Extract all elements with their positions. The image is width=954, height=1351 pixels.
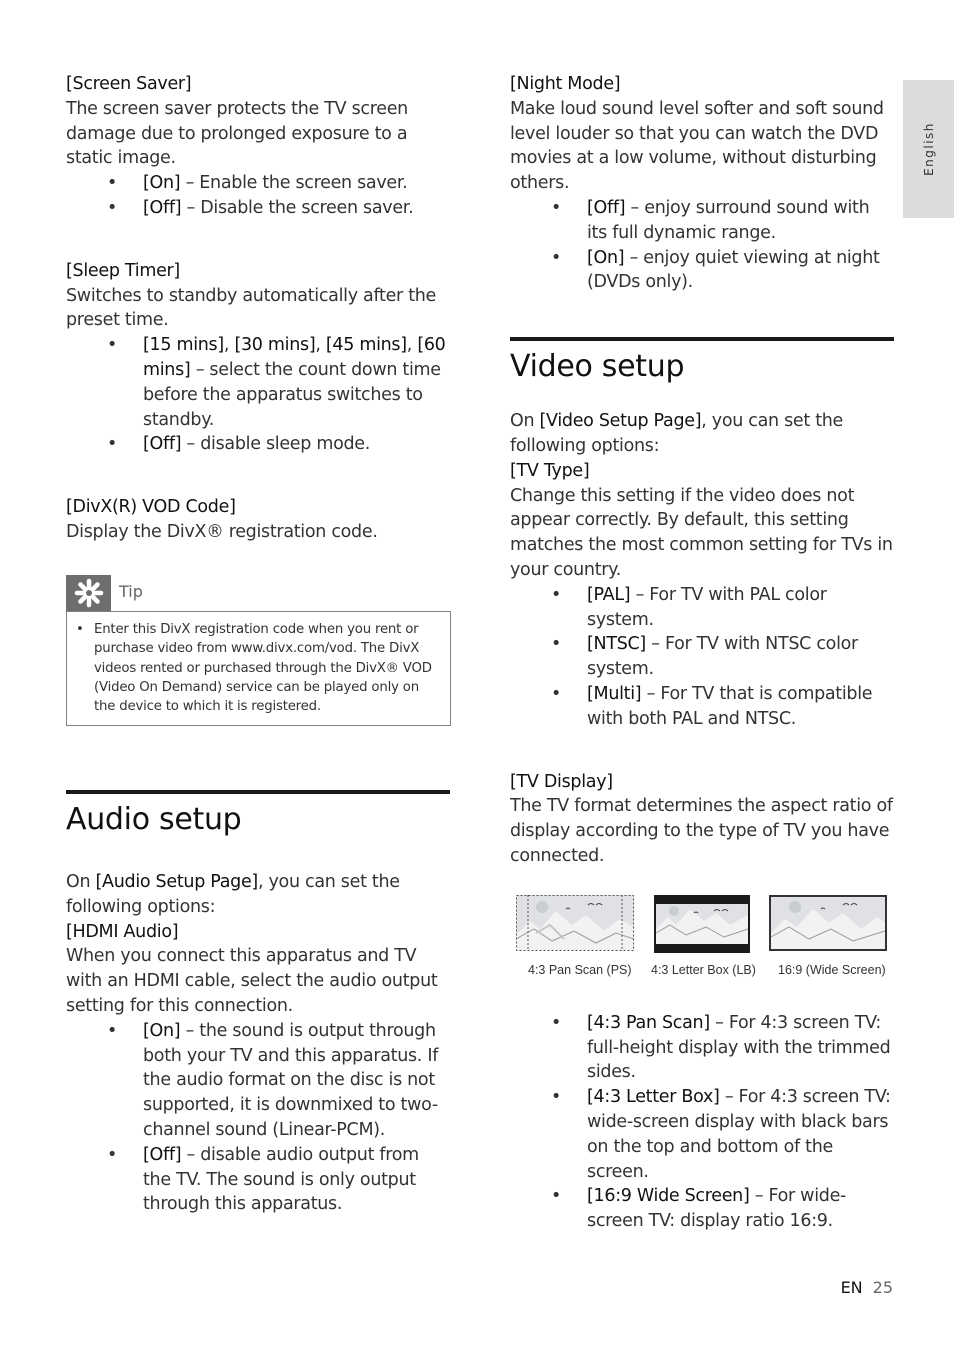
night-mode-heading: [Night Mode] bbox=[510, 74, 621, 94]
list-item bbox=[66, 1019, 450, 1143]
audio-setup-section bbox=[66, 790, 450, 1217]
night-mode-options bbox=[510, 196, 894, 295]
list-item bbox=[510, 1085, 894, 1184]
intro-post: , you can set the following options: bbox=[66, 872, 400, 917]
option-label: [15 mins] bbox=[143, 335, 224, 356]
option-text: – enjoy surround sound with its full dynamic range. bbox=[587, 197, 870, 243]
screen-saver-heading: [Screen Saver] bbox=[66, 74, 192, 94]
divx-section bbox=[66, 495, 450, 545]
option-label: [Off] bbox=[587, 197, 626, 218]
tv-display-figures bbox=[510, 895, 894, 987]
tip-content bbox=[66, 611, 451, 726]
sleep-timer-heading: [Sleep Timer] bbox=[66, 260, 180, 281]
list-item bbox=[510, 1011, 894, 1085]
separator: , bbox=[406, 335, 418, 356]
audio-setup-title: Audio setup bbox=[66, 802, 242, 837]
pan-scan-caption: 4:3 Pan Scan (PS) bbox=[528, 962, 632, 977]
night-mode-desc: Make loud sound level softer and soft sound level louder so that you can watch the DVD movies at a low volume, without disturbing others. bbox=[510, 98, 884, 194]
list-item bbox=[66, 1143, 450, 1217]
list-item bbox=[66, 196, 450, 221]
section-rule bbox=[510, 337, 894, 341]
tv-display-heading: [TV Display] bbox=[510, 771, 613, 792]
screen-saver-options bbox=[66, 171, 450, 221]
hdmi-audio-options bbox=[66, 1019, 450, 1217]
option-label: [Off] bbox=[143, 1144, 182, 1165]
page-number: 25 bbox=[872, 1278, 893, 1297]
sleep-timer-options bbox=[66, 333, 450, 457]
option-label: [On] bbox=[143, 173, 181, 194]
pan-scan-figure bbox=[516, 895, 634, 951]
option-text: – enjoy quiet viewing at night (DVDs only). bbox=[587, 247, 880, 293]
list-item bbox=[510, 583, 894, 633]
left-column bbox=[66, 72, 450, 545]
intro-pre: On bbox=[510, 411, 540, 432]
option-text: – For 4:3 screen TV: wide-screen display with black bars on the top and bottom of the screen. bbox=[587, 1087, 891, 1182]
screen-saver-desc: The screen saver protects the TV screen damage due to prolonged exposure to a static image. bbox=[66, 98, 408, 169]
list-item bbox=[510, 682, 894, 732]
option-label: [Off] bbox=[143, 434, 182, 455]
option-text: – For TV with NTSC color system. bbox=[587, 634, 858, 680]
asterisk-icon bbox=[66, 575, 111, 611]
screen-saver-section bbox=[66, 72, 450, 221]
tv-type-heading: [TV Type] bbox=[510, 460, 590, 481]
video-setup-section bbox=[510, 337, 894, 1234]
separator: , bbox=[223, 335, 235, 356]
page-footer bbox=[841, 1278, 893, 1297]
divx-desc: Display the DivX® registration code. bbox=[66, 521, 378, 542]
hdmi-audio-desc: When you connect this apparatus and TV with an HDMI cable, select the audio output setting for this connection. bbox=[66, 946, 438, 1016]
letter-box-caption: 4:3 Letter Box (LB) bbox=[651, 962, 756, 977]
letter-box-image bbox=[654, 895, 750, 953]
tv-type-desc: Change this setting if the video does not appear correctly. By default, this setting matches the most common setting for TVs in your country. bbox=[510, 485, 893, 580]
option-text: – Enable the screen saver. bbox=[180, 173, 408, 194]
option-text: – For wide-screen TV: display ratio 16:9. bbox=[587, 1186, 847, 1232]
tip-header bbox=[66, 575, 451, 611]
list-item bbox=[510, 632, 894, 682]
option-label: [45 mins] bbox=[325, 335, 407, 356]
option-label: [NTSC] bbox=[587, 634, 646, 655]
option-text: – select the count down time before the apparatus switches to standby. bbox=[143, 359, 441, 430]
video-setup-title: Video setup bbox=[510, 349, 685, 385]
list-item bbox=[66, 171, 450, 196]
intro-option: [Audio Setup Page] bbox=[95, 872, 258, 892]
wide-screen-caption: 16:9 (Wide Screen) bbox=[778, 962, 886, 977]
option-label: [On] bbox=[143, 1020, 181, 1041]
letter-box-figure bbox=[654, 895, 750, 953]
tv-type-options bbox=[510, 583, 894, 732]
wide-screen-image bbox=[769, 895, 887, 951]
footer-lang: EN bbox=[840, 1278, 863, 1297]
option-text: – disable audio output from the TV. The sound is only output through this apparatus. bbox=[143, 1144, 419, 1215]
intro-post: , you can set the following options: bbox=[510, 411, 844, 456]
right-column bbox=[510, 72, 894, 1234]
wide-screen-figure bbox=[769, 895, 887, 951]
option-text: – For TV that is compatible with both PAL and NTSC. bbox=[587, 683, 873, 729]
video-setup-intro bbox=[510, 409, 894, 459]
option-label: [60 mins] bbox=[143, 335, 446, 380]
pan-scan-image bbox=[516, 895, 634, 951]
option-text: – disable sleep mode. bbox=[181, 434, 371, 455]
intro-option: [Video Setup Page] bbox=[539, 411, 702, 432]
list-item bbox=[66, 333, 450, 432]
list-item bbox=[66, 432, 450, 457]
option-label: [On] bbox=[587, 247, 625, 268]
language-tab bbox=[903, 80, 954, 218]
option-text: – Disable the screen saver. bbox=[181, 197, 414, 218]
option-label: [4:3 Pan Scan] bbox=[587, 1012, 710, 1033]
hdmi-audio-heading: [HDMI Audio] bbox=[66, 921, 179, 942]
option-text: – the sound is output through both your TV and this apparatus. If the audio format on the disc is not supported, it is downmixed to two-channel sound (Linear-PCM). bbox=[143, 1020, 439, 1140]
sleep-timer-section bbox=[66, 259, 450, 457]
option-label: [Off] bbox=[143, 197, 182, 218]
sleep-timer-desc: Switches to standby automatically after the preset time. bbox=[66, 285, 437, 331]
option-label: [16:9 Wide Screen] bbox=[587, 1186, 750, 1207]
separator: , bbox=[315, 335, 326, 356]
option-text: – For TV with PAL color system. bbox=[587, 584, 827, 630]
list-item bbox=[510, 196, 894, 246]
option-label: [4:3 Letter Box] bbox=[587, 1087, 720, 1108]
section-rule bbox=[66, 790, 450, 794]
option-label: [PAL] bbox=[587, 584, 631, 605]
intro-pre: On bbox=[66, 872, 96, 892]
tv-display-desc: The TV format determines the aspect ratio of display according to the type of TV you have connected. bbox=[510, 796, 893, 866]
list-item bbox=[510, 1184, 894, 1234]
tv-display-options bbox=[510, 1011, 894, 1234]
option-label: [30 mins] bbox=[234, 335, 316, 356]
option-text: – For 4:3 screen TV: full-height display with the trimmed sides. bbox=[587, 1012, 891, 1083]
tip-label: Tip bbox=[119, 582, 143, 601]
tip-box bbox=[66, 575, 451, 726]
audio-setup-intro bbox=[66, 870, 450, 920]
divx-heading: [DivX(R) VOD Code] bbox=[66, 497, 236, 518]
list-item bbox=[510, 246, 894, 296]
night-mode-section bbox=[510, 72, 894, 295]
tip-text: • Enter this DivX registration code when you rent or purchase video from www.divx.com/vod. The DivX videos rented or purchased through the DivX® VOD (Video On Demand) service can be played only on the device to which it is registered. bbox=[67, 620, 440, 716]
language-tab-label: English bbox=[921, 122, 936, 176]
option-label: [Multi] bbox=[587, 683, 642, 704]
